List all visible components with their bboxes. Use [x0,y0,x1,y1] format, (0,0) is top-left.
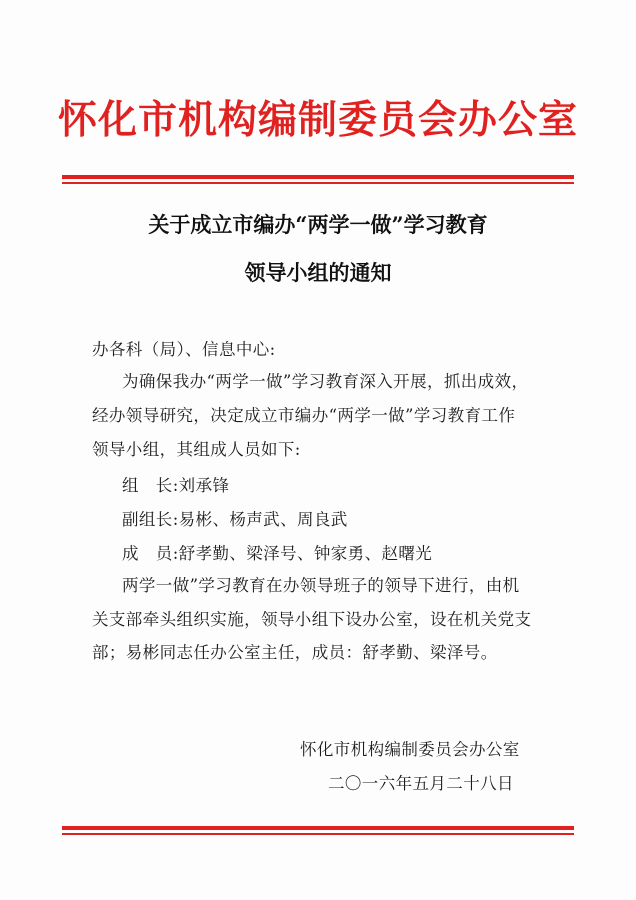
salutation: 办各科（局）、信息中心: [92,340,276,359]
deputy-leader-row [122,508,348,532]
leader-names: 刘承锋 [178,476,230,495]
signature-organization: 怀化市机构编制委员会办公室 [300,740,520,759]
document-title-line-1: 关于成立市编办“两学一做”学习教育 [148,212,488,237]
document-title-line-2: 领导小组的通知 [244,260,392,285]
leader-row [122,474,229,498]
header-divider-thin-line [62,182,574,184]
paragraph-2-line-2: 关支部牵头组织实施，领导小组下设办公室，设在机关党支 [92,610,532,629]
paragraph-2-line-1: 两学一做”学习教育在办领导班子的领导下进行，由机 [122,576,520,595]
members-row [122,542,432,566]
footer-divider [62,826,574,835]
paragraph-1-line-2: 经办领导研究，决定成立市编办“两学一做”学习教育工作 [92,406,516,425]
signature-date: 二〇一六年五月二十八日 [328,774,514,793]
paragraph-1-line-1: 为确保我办“两学一做”学习教育深入开展，抓出成效， [122,372,529,391]
paragraph-2-line-3: 部；易彬同志任办公室主任，成员：舒孝勤、梁泽号。 [92,643,498,662]
leader-label: 组 长: [122,476,179,495]
footer-divider-thin-line [62,833,574,835]
members-label: 成 员: [122,544,179,563]
deputy-leader-names: 易彬、杨声武、周良武 [178,510,348,529]
header-divider [62,175,574,184]
organization-header: 怀化市机构编制委员会办公室 [57,97,578,143]
deputy-leader-label: 副组长: [122,510,179,529]
paragraph-1-line-3: 领导小组，其组成人员如下: [92,440,301,459]
members-names: 舒孝勤、梁泽号、钟家勇、赵曙光 [178,544,433,563]
